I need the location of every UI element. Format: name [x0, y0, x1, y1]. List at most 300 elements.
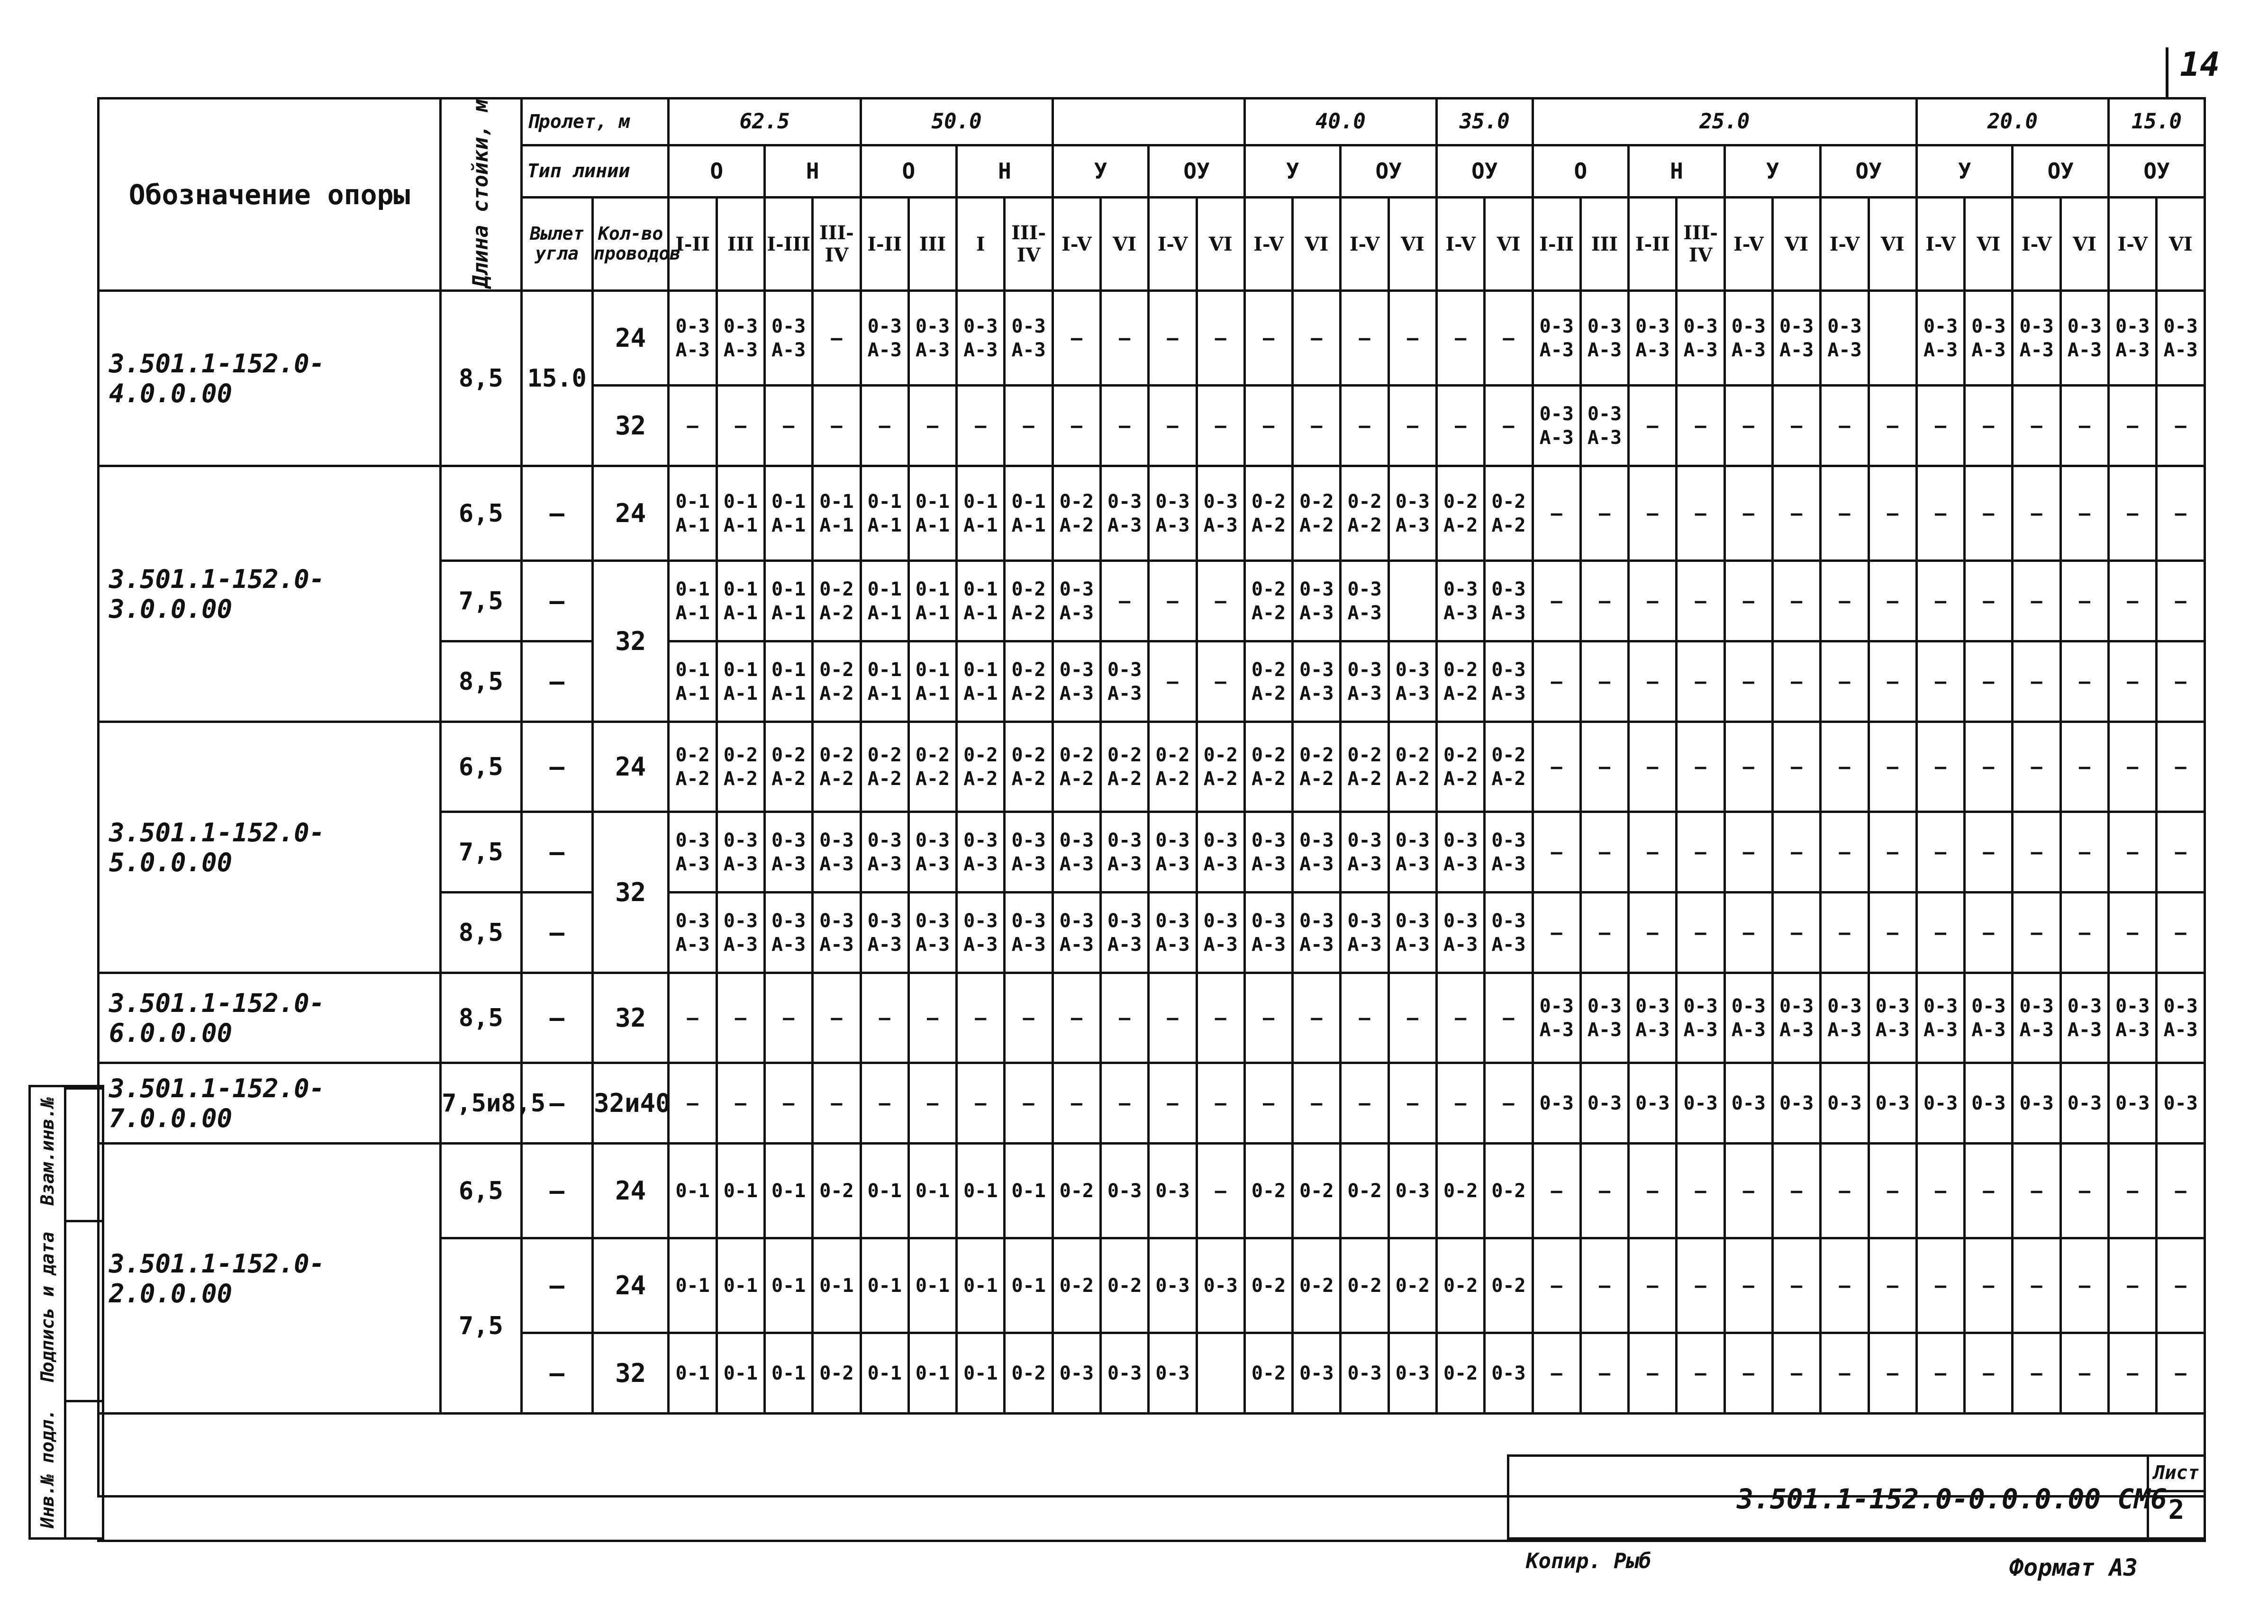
support-type-cell: — — [1677, 812, 1724, 893]
post-length: 8,5 — [441, 973, 521, 1063]
document-code: 3.501.1-152.0-0.0.0.00 СМ6 — [1737, 1483, 2167, 1515]
support-type-cell: — — [2157, 1144, 2205, 1238]
support-type-cell: 0-1 А-1 — [861, 641, 908, 722]
support-type-cell: 0-3 — [1965, 1063, 2013, 1144]
table-row — [99, 466, 2205, 561]
support-type-cell: 0-3 А-3 — [1533, 291, 1580, 386]
support-type-cell: — — [1293, 973, 1341, 1063]
support-type-cell: — — [1629, 466, 1677, 561]
support-type-cell: — — [1772, 386, 1820, 466]
support-type-cell: 0-3 А-3 — [1437, 561, 1485, 641]
page-sheet-number: 14 — [2180, 45, 2220, 84]
support-type-cell: 0-3 А-3 — [1005, 291, 1052, 386]
support-type-cell: 0-2 А-2 — [957, 722, 1005, 812]
support-type-cell: — — [1821, 722, 1869, 812]
line-type: Н — [957, 145, 1053, 197]
support-type-cell: 0-3 А-3 — [1724, 973, 1772, 1063]
support-type-cell: — — [1916, 466, 1964, 561]
support-type-cell: — — [1916, 561, 1964, 641]
reach-header: Вылет угла — [521, 197, 592, 291]
post-length: 8,5 — [441, 893, 521, 973]
support-type-cell: 0-3 А-3 — [1052, 893, 1100, 973]
support-type-cell: — — [1869, 722, 1916, 812]
support-type-cell: 0-3 А-3 — [1677, 973, 1724, 1063]
support-type-cell: 0-1 — [669, 1238, 717, 1333]
support-type-cell: — — [1005, 1063, 1052, 1144]
support-type-cell: — — [1629, 722, 1677, 812]
support-type-cell: 0-2 — [1437, 1333, 1485, 1414]
support-type-cell: 0-3 А-3 — [1916, 973, 1964, 1063]
support-type-cell: 0-3 А-3 — [1293, 641, 1341, 722]
support-type-cell — [1388, 561, 1436, 641]
support-type-cell: — — [1821, 466, 1869, 561]
support-type-cell: 0-2 — [1244, 1238, 1292, 1333]
support-type-cell: 0-2 А-2 — [1101, 722, 1149, 812]
support-type-cell: — — [1101, 1063, 1149, 1144]
support-type-cell: 0-2 А-2 — [717, 722, 764, 812]
support-type-cell: — — [1005, 973, 1052, 1063]
support-type-cell: 0-2 А-2 — [764, 722, 812, 812]
support-type-cell: — — [1101, 561, 1149, 641]
angle-reach: — — [521, 1063, 592, 1144]
support-type-cell: 0-1 — [1005, 1144, 1052, 1238]
support-type-cell: — — [1629, 893, 1677, 973]
support-type-cell: 0-3 А-3 — [861, 893, 908, 973]
support-type-cell: — — [1965, 466, 2013, 561]
angle-reach: — — [521, 722, 592, 812]
support-type-cell: — — [1724, 722, 1772, 812]
support-type-cell: 0-3 — [1149, 1144, 1197, 1238]
support-type-cell — [1197, 1333, 1244, 1414]
support-type-cell: 0-2 — [1437, 1144, 1485, 1238]
post-length: 7,5 — [441, 561, 521, 641]
support-type-cell: — — [2157, 641, 2205, 722]
support-type-cell: 0-3 А-3 — [1677, 291, 1724, 386]
support-type-cell: 0-3 А-3 — [1821, 973, 1869, 1063]
support-type-cell: 0-2 А-2 — [1244, 466, 1292, 561]
support-type-cell: 0-3 А-3 — [1293, 893, 1341, 973]
designation-header: Обозначение опоры — [99, 99, 441, 291]
support-type-cell: 0-3 А-3 — [1388, 466, 1436, 561]
support-type-cell: — — [1149, 291, 1197, 386]
span-header: Пролет, м — [521, 99, 669, 145]
support-type-cell: — — [2109, 812, 2157, 893]
support-type-cell: — — [1388, 973, 1436, 1063]
support-type-cell: — — [1485, 291, 1533, 386]
support-type-cell: — — [2157, 722, 2205, 812]
region-header: III-IV — [1677, 197, 1724, 291]
angle-reach: — — [521, 812, 592, 893]
support-type-cell: — — [1869, 561, 1916, 641]
wire-count: 24 — [592, 1144, 668, 1238]
support-type-cell: — — [1772, 1238, 1820, 1333]
support-type-cell: — — [1916, 893, 1964, 973]
support-type-cell: — — [1869, 812, 1916, 893]
support-type-cell: — — [1485, 386, 1533, 466]
line-type: ОУ — [2109, 145, 2205, 197]
support-type-cell: 0-2 А-2 — [1437, 722, 1485, 812]
support-type-cell: 0-2 А-2 — [1341, 722, 1388, 812]
support-type-cell: — — [1533, 1333, 1580, 1414]
support-type-cell: — — [2013, 466, 2060, 561]
support-type-cell: — — [2013, 561, 2060, 641]
wire-count: 24 — [592, 466, 668, 561]
support-type-cell: — — [1197, 291, 1244, 386]
support-type-cell: 0-3 А-3 — [1485, 812, 1533, 893]
support-type-cell: 0-3 — [1341, 1333, 1388, 1414]
support-type-cell: — — [1341, 386, 1388, 466]
support-type-cell: — — [1580, 812, 1628, 893]
support-type-cell: — — [2060, 561, 2108, 641]
region-header: VI — [1965, 197, 2013, 291]
post-length: 7,5 — [441, 812, 521, 893]
line-type-header: Тип линии — [521, 145, 669, 197]
region-header: I-V — [1821, 197, 1869, 291]
region-header: I-V — [1437, 197, 1485, 291]
support-type-cell: — — [1437, 1063, 1485, 1144]
region-header: I-V — [1916, 197, 1964, 291]
support-type-cell: — — [1197, 1144, 1244, 1238]
span-15-0: 15.0 — [2109, 99, 2205, 145]
support-type-cell: 0-3 А-3 — [1485, 561, 1533, 641]
support-type-cell: — — [2060, 1238, 2108, 1333]
support-type-cell: 0-1 А-1 — [813, 466, 861, 561]
support-type-cell: — — [2157, 561, 2205, 641]
support-type-cell: 0-3 А-3 — [2060, 973, 2108, 1063]
support-type-cell: 0-3 А-3 — [908, 291, 956, 386]
support-type-cell: — — [1629, 1144, 1677, 1238]
support-type-cell: 0-3 — [1629, 1063, 1677, 1144]
wire-count: 32 — [592, 561, 668, 722]
support-type-cell: — — [1677, 641, 1724, 722]
support-type-cell: — — [1869, 386, 1916, 466]
support-type-cell: 0-3 А-3 — [861, 812, 908, 893]
support-designation: 3.501.1-152.0-5.0.0.00 — [99, 722, 441, 973]
support-type-cell: 0-3 — [1772, 1063, 1820, 1144]
support-type-cell: 0-1 А-1 — [957, 466, 1005, 561]
support-type-cell: — — [1772, 561, 1820, 641]
support-type-cell: 0-2 А-2 — [1437, 466, 1485, 561]
span-62-5: 62.5 — [669, 99, 861, 145]
span-50-0: 50.0 — [861, 99, 1052, 145]
support-type-cell: — — [1965, 1238, 2013, 1333]
support-type-cell: — — [2157, 1333, 2205, 1414]
line-type: У — [1244, 145, 1341, 197]
support-type-cell: — — [1149, 561, 1197, 641]
support-type-cell: — — [1244, 291, 1292, 386]
support-type-cell: — — [1052, 291, 1100, 386]
support-type-cell: — — [813, 973, 861, 1063]
region-header: VI — [2060, 197, 2108, 291]
support-type-cell: — — [1437, 973, 1485, 1063]
support-type-cell: 0-3 А-3 — [2157, 291, 2205, 386]
support-type-cell: 0-1 А-1 — [957, 561, 1005, 641]
support-type-cell: — — [1772, 893, 1820, 973]
support-type-cell: — — [1293, 291, 1341, 386]
wire-count: 24 — [592, 722, 668, 812]
support-type-cell: 0-3 А-3 — [861, 291, 908, 386]
support-type-cell: — — [2109, 1144, 2157, 1238]
support-type-cell: — — [2013, 722, 2060, 812]
wire-count: 32 — [592, 812, 668, 973]
line-type: У — [1724, 145, 1821, 197]
support-type-cell: — — [1821, 1238, 1869, 1333]
support-type-cell: — — [1197, 1063, 1244, 1144]
support-type-cell: 0-3 А-3 — [1821, 291, 1869, 386]
support-type-cell: 0-1 — [957, 1238, 1005, 1333]
line-type: О — [1533, 145, 1629, 197]
support-type-cell: 0-3 А-3 — [908, 893, 956, 973]
region-header: I-V — [1341, 197, 1388, 291]
region-header: I-V — [1244, 197, 1292, 291]
support-type-cell: 0-2 — [1293, 1238, 1341, 1333]
support-type-cell: 0-2 — [1437, 1238, 1485, 1333]
support-type-cell: — — [1629, 561, 1677, 641]
support-type-cell: 0-3 А-3 — [1197, 893, 1244, 973]
post-length: 6,5 — [441, 1144, 521, 1238]
support-type-cell: — — [1580, 1238, 1628, 1333]
sheet-box — [2147, 1457, 2204, 1537]
support-type-cell: 0-2 — [1485, 1144, 1533, 1238]
support-type-cell: — — [1677, 1238, 1724, 1333]
support-type-cell: — — [1677, 1144, 1724, 1238]
support-type-cell: — — [1437, 291, 1485, 386]
region-header: I-V — [1052, 197, 1100, 291]
support-type-cell: — — [1772, 1144, 1820, 1238]
support-type-cell: — — [764, 973, 812, 1063]
support-type-cell: 0-1 А-1 — [908, 641, 956, 722]
line-type: ОУ — [1437, 145, 1533, 197]
support-type-cell: 0-2 — [1485, 1238, 1533, 1333]
support-type-cell: — — [1724, 641, 1772, 722]
support-type-cell: 0-2 А-2 — [1005, 722, 1052, 812]
support-type-cell: — — [1533, 1144, 1580, 1238]
support-type-cell: — — [669, 1063, 717, 1144]
frame-bottom-line — [97, 1540, 2206, 1542]
support-type-cell: 0-2 — [1101, 1238, 1149, 1333]
paper-format: Формат А3 — [2009, 1554, 2138, 1581]
support-type-cell: — — [1197, 386, 1244, 466]
support-type-cell: 0-2 — [1052, 1144, 1100, 1238]
region-header: III — [717, 197, 764, 291]
support-type-cell: 0-2 А-2 — [1005, 561, 1052, 641]
line-type: ОУ — [1341, 145, 1437, 197]
support-type-cell: 0-3 А-3 — [1341, 641, 1388, 722]
support-type-cell: 0-3 А-3 — [764, 893, 812, 973]
support-type-cell: 0-3 — [1101, 1144, 1149, 1238]
support-type-cell: — — [764, 1063, 812, 1144]
support-type-cell: — — [1052, 973, 1100, 1063]
support-type-cell: — — [1916, 1238, 1964, 1333]
support-type-cell: 0-3 — [2013, 1063, 2060, 1144]
region-header: VI — [1101, 197, 1149, 291]
support-type-cell: — — [1916, 812, 1964, 893]
support-type-cell: 0-3 А-3 — [1244, 812, 1292, 893]
line-type: У — [1916, 145, 2013, 197]
line-type: О — [669, 145, 765, 197]
table-row — [99, 1144, 2205, 1238]
support-type-cell: — — [1724, 466, 1772, 561]
copied-by: Копир. Рыб — [1526, 1549, 1651, 1573]
support-type-cell: — — [1869, 893, 1916, 973]
support-type-cell: 0-3 А-3 — [717, 291, 764, 386]
region-header: VI — [1485, 197, 1533, 291]
support-type-cell: — — [1341, 291, 1388, 386]
region-header: III — [908, 197, 956, 291]
support-type-cell: 0-3 А-3 — [1916, 291, 1964, 386]
support-designation: 3.501.1-152.0-2.0.0.00 — [99, 1144, 441, 1414]
post-length: 7,5и8,5 — [441, 1063, 521, 1144]
region-header: VI — [1388, 197, 1436, 291]
support-type-cell: 0-3 А-3 — [1580, 386, 1628, 466]
region-header: I-II — [861, 197, 908, 291]
supports-table — [97, 97, 2206, 1498]
wire-count: 32 — [592, 973, 668, 1063]
support-type-cell: — — [813, 291, 861, 386]
strip-sign-date — [66, 1220, 102, 1400]
support-type-cell: — — [717, 973, 764, 1063]
support-type-cell: — — [1724, 1238, 1772, 1333]
wires-header: Кол-во проводов — [592, 197, 668, 291]
support-type-cell: — — [1388, 291, 1436, 386]
support-type-cell: — — [1724, 561, 1772, 641]
support-type-cell: 0-3 — [1580, 1063, 1628, 1144]
region-header: VI — [1293, 197, 1341, 291]
post-length: 8,5 — [441, 291, 521, 466]
line-type: ОУ — [2013, 145, 2109, 197]
support-type-cell: — — [1580, 893, 1628, 973]
support-type-cell: — — [1821, 561, 1869, 641]
support-type-cell: 0-2 — [1341, 1144, 1388, 1238]
support-type-cell: 0-3 А-3 — [2013, 291, 2060, 386]
support-type-cell: — — [1677, 466, 1724, 561]
support-type-cell: 0-2 — [1341, 1238, 1388, 1333]
support-type-cell: — — [957, 973, 1005, 1063]
support-type-cell: 0-2 — [1293, 1144, 1341, 1238]
region-header: I-V — [2109, 197, 2157, 291]
support-type-cell: 0-3 А-3 — [669, 893, 717, 973]
support-type-cell: 0-3 — [1052, 1333, 1100, 1414]
support-type-cell: 0-1 А-1 — [717, 641, 764, 722]
support-type-cell: 0-3 — [1821, 1063, 1869, 1144]
support-type-cell: 0-2 А-2 — [669, 722, 717, 812]
support-type-cell: 0-3 А-3 — [1965, 973, 2013, 1063]
support-type-cell: — — [1965, 1144, 2013, 1238]
support-type-cell: — — [1533, 641, 1580, 722]
support-type-cell: — — [2109, 893, 2157, 973]
support-type-cell: 0-3 А-3 — [1149, 893, 1197, 973]
support-type-cell: — — [1580, 466, 1628, 561]
support-type-cell: — — [1724, 812, 1772, 893]
support-type-cell: 0-2 — [1244, 1333, 1292, 1414]
table-row — [99, 291, 2205, 386]
support-type-cell: — — [1965, 1333, 2013, 1414]
support-type-cell: 0-3 А-3 — [1388, 893, 1436, 973]
support-type-cell: — — [2013, 1144, 2060, 1238]
support-type-cell: 0-3 А-3 — [1629, 291, 1677, 386]
strip-inv-no — [66, 1400, 102, 1542]
support-type-cell: 0-1 — [764, 1238, 812, 1333]
support-type-cell: 0-3 А-3 — [1101, 466, 1149, 561]
support-type-cell: — — [2109, 722, 2157, 812]
strip-inv-no-cell: Инв.№ подл. — [37, 1409, 58, 1528]
support-type-cell: 0-3 — [1677, 1063, 1724, 1144]
support-type-cell: — — [1916, 386, 1964, 466]
support-type-cell: 0-3 А-3 — [669, 291, 717, 386]
support-type-cell: 0-3 — [1485, 1333, 1533, 1414]
support-type-cell: 0-1 А-1 — [669, 466, 717, 561]
support-type-cell: — — [717, 1063, 764, 1144]
support-type-cell: 0-3 А-3 — [1772, 973, 1820, 1063]
region-header: VI — [1197, 197, 1244, 291]
support-type-cell: — — [1341, 1063, 1388, 1144]
wire-count: 24 — [592, 291, 668, 386]
support-type-cell: — — [861, 973, 908, 1063]
support-type-cell: 0-2 А-2 — [1197, 722, 1244, 812]
support-type-cell: 0-1 — [764, 1333, 812, 1414]
support-type-cell: — — [1388, 386, 1436, 466]
support-type-cell: — — [2060, 386, 2108, 466]
support-type-cell: 0-3 А-3 — [2109, 291, 2157, 386]
post-length: 7,5 — [441, 1238, 521, 1414]
support-type-cell: 0-3 А-3 — [1052, 561, 1100, 641]
support-type-cell: 0-2 А-2 — [908, 722, 956, 812]
support-type-cell: — — [1293, 386, 1341, 466]
support-type-cell: 0-2 — [813, 1333, 861, 1414]
line-type: О — [861, 145, 957, 197]
support-type-cell: 0-3 А-3 — [1341, 893, 1388, 973]
support-type-cell: 0-2 А-2 — [1149, 722, 1197, 812]
support-type-cell: — — [1916, 722, 1964, 812]
support-type-cell: — — [1629, 1333, 1677, 1414]
support-type-cell: 0-2 А-2 — [1437, 641, 1485, 722]
support-type-cell: 0-3 А-3 — [717, 812, 764, 893]
support-type-cell: 0-3 А-3 — [1341, 561, 1388, 641]
support-type-cell: — — [1965, 561, 2013, 641]
support-type-cell: 0-3 А-3 — [2013, 973, 2060, 1063]
support-type-cell: 0-2 А-2 — [1244, 561, 1292, 641]
support-type-cell: 0-3 А-3 — [2109, 973, 2157, 1063]
support-type-cell: — — [1724, 386, 1772, 466]
region-header: I-V — [2013, 197, 2060, 291]
region-header: III-IV — [813, 197, 861, 291]
support-type-cell: 0-1 — [1005, 1238, 1052, 1333]
support-type-cell: — — [1965, 722, 2013, 812]
support-type-cell: — — [1533, 1238, 1580, 1333]
support-type-cell: — — [1821, 641, 1869, 722]
support-type-cell: 0-3 А-3 — [1388, 812, 1436, 893]
span-20-0: 20.0 — [1916, 99, 2108, 145]
support-type-cell: — — [908, 1063, 956, 1144]
angle-reach: — — [521, 466, 592, 561]
support-type-cell: — — [1293, 1063, 1341, 1144]
support-type-cell: 0-3 А-3 — [1293, 812, 1341, 893]
support-type-cell: 0-1 А-1 — [957, 641, 1005, 722]
support-type-cell: — — [1821, 1144, 1869, 1238]
support-type-cell: 0-2 А-2 — [1244, 641, 1292, 722]
support-type-cell: — — [1916, 1333, 1964, 1414]
support-designation: 3.501.1-152.0-7.0.0.00 — [99, 1063, 441, 1144]
support-type-cell: 0-2 — [1052, 1238, 1100, 1333]
support-type-cell: 0-3 — [1149, 1333, 1197, 1414]
support-type-cell: 0-3 А-3 — [1005, 893, 1052, 973]
region-header: I-V — [1149, 197, 1197, 291]
support-type-cell: — — [1533, 466, 1580, 561]
support-type-cell: 0-2 А-2 — [813, 641, 861, 722]
support-type-cell: 0-2 А-2 — [1005, 641, 1052, 722]
support-type-cell: 0-3 А-3 — [813, 893, 861, 973]
support-type-cell: — — [1101, 386, 1149, 466]
